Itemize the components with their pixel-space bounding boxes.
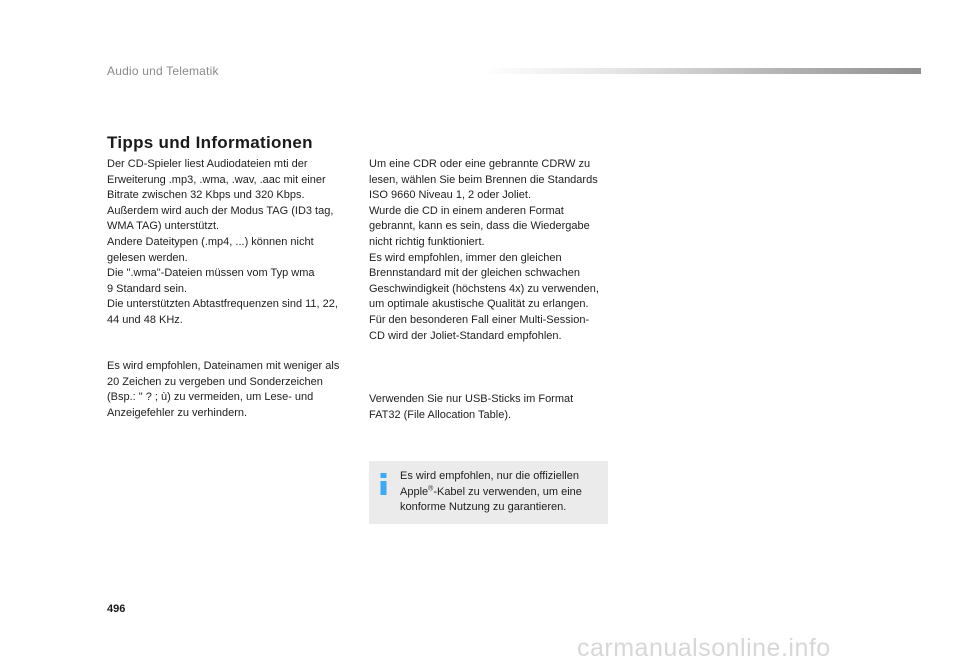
info-line-2 — [400, 485, 603, 501]
text-line: um optimale akustische Qualität zu erlangen. — [369, 298, 589, 311]
text-line: CD wird der Joliet-Standard empfohlen. — [369, 329, 562, 342]
info-note-text — [400, 469, 603, 516]
text-line: Brennstandard mit der gleichen schwachen — [369, 267, 580, 280]
text-line: Die unterstützten Abtastfrequenzen sind 11, 22, — [107, 298, 338, 311]
text-line: Es wird empfohlen, immer den gleichen — [369, 251, 562, 264]
info-icon — [379, 473, 388, 495]
text-line: 44 und 48 KHz. — [107, 313, 183, 326]
text-line: WMA TAG) unterstützt. — [107, 220, 220, 233]
text-line: Es wird empfohlen, Dateinamen mit weniger als — [107, 360, 340, 372]
info-line-3: konforme Nutzung zu garantieren. — [400, 501, 567, 514]
right-column-block-2 — [369, 392, 614, 423]
text-line: Erweiterung .mp3, .wma, .wav, .aac mit einer — [107, 173, 326, 186]
page-number: 496 — [107, 603, 126, 615]
text-line: 9 Standard sein. — [107, 282, 188, 295]
text-line: Wurde die CD in einem anderen Format — [369, 204, 564, 217]
text-line: Andere Dateitypen (.mp4, ...) können nicht — [107, 235, 314, 248]
brand-name: Apple — [400, 485, 429, 498]
text-line: Um eine CDR oder eine gebrannte CDRW zu — [369, 158, 591, 170]
text-line: gelesen werden. — [107, 251, 188, 264]
text-line: Die ".wma"-Dateien müssen vom Typ wma — [107, 267, 315, 280]
running-header: Audio und Telematik — [107, 64, 219, 78]
text-line: FAT32 (File Allocation Table). — [369, 408, 512, 421]
text-line: Verwenden Sie nur USB-Sticks im Format — [369, 393, 574, 405]
text-line: gebrannt, kann es sein, dass die Wiedergabe — [369, 220, 590, 233]
text-line: ISO 9660 Niveau 1, 2 oder Joliet. — [369, 189, 532, 202]
watermark: carmanualsonline.info — [577, 634, 831, 662]
text-line: Für den besonderen Fall einer Multi-Session- — [369, 313, 590, 326]
right-column-block-1 — [369, 157, 614, 344]
text-line: 20 Zeichen zu vergeben und Sonderzeichen — [107, 375, 323, 388]
text-line: Geschwindigkeit (höchstens 4x) zu verwenden, — [369, 282, 599, 295]
text-line: Bitrate zwischen 32 Kbps und 320 Kbps. — [107, 189, 305, 202]
text-line: Der CD-Spieler liest Audiodateien mti der — [107, 158, 308, 170]
info-note-box — [369, 461, 608, 524]
left-column-block-2 — [107, 359, 355, 421]
section-title: Tipps und Informationen — [107, 133, 313, 152]
registered-mark: ® — [428, 484, 434, 492]
info-line-2-rest: -Kabel zu verwenden, um eine — [433, 485, 582, 498]
header-gradient-bar — [480, 68, 921, 74]
text-line: lesen, wählen Sie beim Brennen die Standards — [369, 173, 598, 186]
info-line-1: Es wird empfohlen, nur die offiziellen — [400, 470, 579, 482]
left-column-block-1 — [107, 157, 355, 329]
text-line: Außerdem wird auch der Modus TAG (ID3 tag, — [107, 204, 334, 217]
text-line: Anzeigefehler zu verhindern. — [107, 406, 248, 419]
text-line: nicht richtig funktioniert. — [369, 235, 485, 248]
text-line: (Bsp.: " ? ; ù) zu vermeiden, um Lese- und — [107, 391, 314, 404]
